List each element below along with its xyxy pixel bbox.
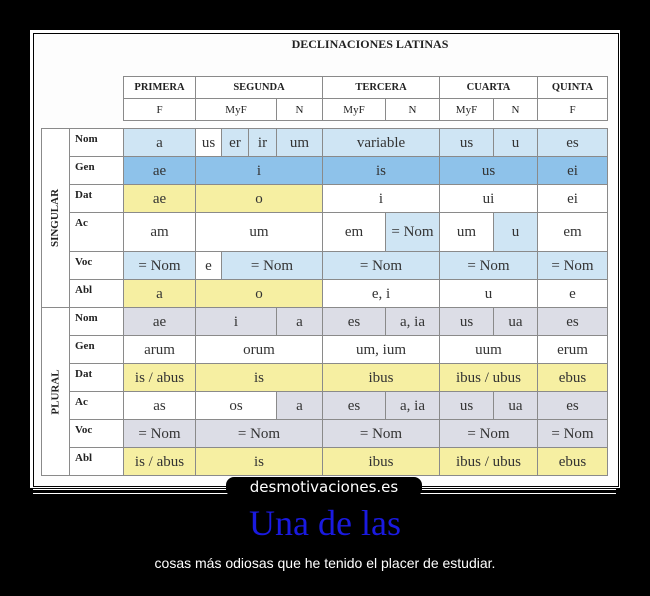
ending-cell: = Nom <box>123 419 196 448</box>
ending-cell: u <box>493 212 538 252</box>
ending-cell: um <box>276 128 323 157</box>
ending-cell: ibus <box>322 363 440 392</box>
ending-cell: u <box>439 279 538 308</box>
group-label-text: PLURAL <box>49 368 62 415</box>
case-label: Voc <box>69 419 124 448</box>
gender-header: MyF <box>195 98 277 121</box>
case-label: Abl <box>69 447 124 476</box>
ending-cell: as <box>123 391 196 420</box>
ending-cell: i <box>195 307 277 336</box>
ending-cell: ibus / ubus <box>439 447 538 476</box>
ending-cell: is <box>322 156 440 185</box>
case-label: Nom <box>69 128 124 157</box>
ending-cell: a, ia <box>385 391 440 420</box>
declension-header: CUARTA <box>439 76 538 99</box>
ending-cell: er <box>221 128 249 157</box>
gender-header: N <box>385 98 440 121</box>
case-label: Abl <box>69 279 124 308</box>
ending-cell: a, ia <box>385 307 440 336</box>
ending-cell: ae <box>123 184 196 213</box>
site-logo[interactable]: desmotivaciones.es <box>226 477 422 497</box>
ending-cell: o <box>195 184 323 213</box>
ending-cell: = Nom <box>439 251 538 280</box>
ending-cell: a <box>123 128 196 157</box>
ending-cell: ebus <box>537 363 608 392</box>
table-title: DECLINACIONES LATINAS <box>291 37 449 51</box>
ending-cell: ae <box>123 307 196 336</box>
ending-cell: ae <box>123 156 196 185</box>
ending-cell: is / abus <box>123 363 196 392</box>
ending-cell: = Nom <box>439 419 538 448</box>
ending-cell: o <box>195 279 323 308</box>
ending-cell: is <box>195 447 323 476</box>
ending-cell: us <box>439 391 494 420</box>
gender-header: N <box>276 98 323 121</box>
declension-header: QUINTA <box>537 76 608 99</box>
ending-cell: a <box>123 279 196 308</box>
ending-cell: uum <box>439 335 538 364</box>
ending-cell: a <box>276 307 323 336</box>
ending-cell: um <box>195 212 323 252</box>
group-label-text: SINGULAR <box>49 188 62 248</box>
ending-cell: us <box>439 307 494 336</box>
ending-cell: es <box>537 307 608 336</box>
gender-header: N <box>493 98 538 121</box>
ending-cell: ir <box>248 128 277 157</box>
ending-cell: ua <box>493 307 538 336</box>
ending-cell: u <box>493 128 538 157</box>
case-label: Voc <box>69 251 124 280</box>
case-label: Nom <box>69 307 124 336</box>
ending-cell: i <box>322 184 440 213</box>
case-label: Dat <box>69 363 124 392</box>
ending-cell: e <box>537 279 608 308</box>
case-label: Ac <box>69 212 124 252</box>
ending-cell: ibus <box>322 447 440 476</box>
declension-header: TERCERA <box>322 76 440 99</box>
ending-cell: es <box>322 307 386 336</box>
ending-cell: variable <box>322 128 440 157</box>
ending-cell: ei <box>537 156 608 185</box>
ending-cell: ibus / ubus <box>439 363 538 392</box>
gender-header: MyF <box>439 98 494 121</box>
ending-cell: = Nom <box>123 251 196 280</box>
ending-cell: ui <box>439 184 538 213</box>
ending-cell: us <box>439 128 494 157</box>
ending-cell: em <box>537 212 608 252</box>
ending-cell: is / abus <box>123 447 196 476</box>
gender-header: MyF <box>322 98 386 121</box>
ending-cell: = Nom <box>537 419 608 448</box>
poster-title: Una de las <box>249 503 401 543</box>
declension-header: SEGUNDA <box>195 76 323 99</box>
case-label: Gen <box>69 335 124 364</box>
ending-cell: arum <box>123 335 196 364</box>
ending-cell: es <box>322 391 386 420</box>
ending-cell: a <box>276 391 323 420</box>
ending-cell: us <box>195 128 222 157</box>
ending-cell: = Nom <box>537 251 608 280</box>
ending-cell: es <box>537 391 608 420</box>
group-label-singular <box>41 128 70 308</box>
poster-caption: cosas más odiosas que he tenido el placer de estudiar. <box>154 555 496 571</box>
ending-cell: is <box>195 363 323 392</box>
ending-cell: um, ium <box>322 335 440 364</box>
ending-cell: = Nom <box>322 251 440 280</box>
group-label-plural <box>41 307 70 476</box>
gender-header: F <box>537 98 608 121</box>
divider-right <box>416 489 616 494</box>
ending-cell: orum <box>195 335 323 364</box>
ending-cell: am <box>123 212 196 252</box>
ending-cell: ua <box>493 391 538 420</box>
ending-cell: i <box>195 156 323 185</box>
ending-cell: os <box>195 391 277 420</box>
divider-left <box>33 489 233 494</box>
ending-cell: = Nom <box>322 419 440 448</box>
ending-cell: = Nom <box>195 419 323 448</box>
gender-header: F <box>123 98 196 121</box>
case-label: Ac <box>69 391 124 420</box>
ending-cell: erum <box>537 335 608 364</box>
ending-cell: ei <box>537 184 608 213</box>
case-label: Dat <box>69 184 124 213</box>
ending-cell: ebus <box>537 447 608 476</box>
ending-cell: e <box>195 251 222 280</box>
ending-cell: e, i <box>322 279 440 308</box>
ending-cell: es <box>537 128 608 157</box>
declension-header: PRIMERA <box>123 76 196 99</box>
ending-cell: us <box>439 156 538 185</box>
case-label: Gen <box>69 156 124 185</box>
ending-cell: = Nom <box>221 251 323 280</box>
ending-cell: = Nom <box>385 212 440 252</box>
ending-cell: um <box>439 212 494 252</box>
ending-cell: em <box>322 212 386 252</box>
